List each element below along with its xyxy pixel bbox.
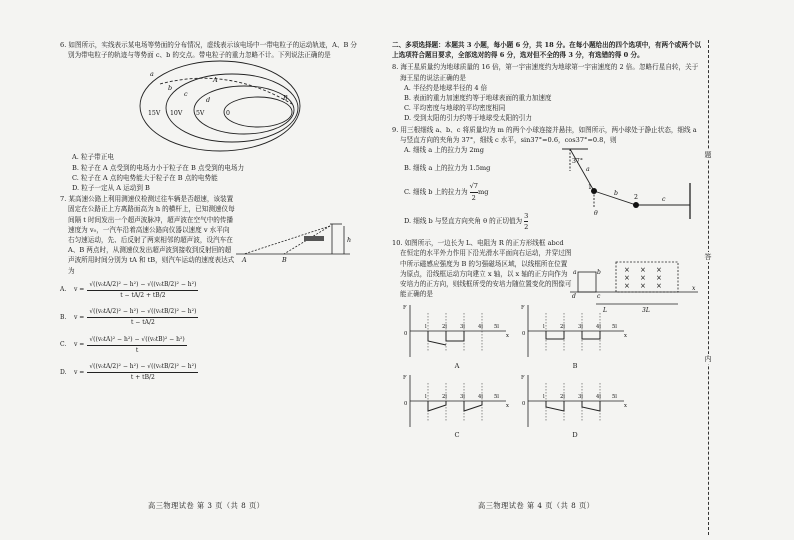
label-d: d — [572, 293, 576, 301]
q6-option-a: A. 粒子带正电 — [72, 153, 114, 162]
q7-option-b: B. v = $\frac{\text{√((v₀tA/2)² − h²) − √((v₀tB/2)² − h²)}}{t - tA/2}$ — [60, 307, 360, 328]
label-a: a — [573, 269, 577, 277]
svg-text:4l: 4l — [596, 324, 601, 331]
svg-text:2l: 2l — [442, 393, 447, 400]
label-theta: θ — [594, 209, 598, 217]
svg-text:F: F — [521, 305, 525, 312]
label-10v: 10V — [170, 110, 183, 118]
svg-text:l: l — [425, 324, 427, 331]
question-6 — [60, 40, 360, 193]
q7a-numerator: √((v₀tA/2)² − h²) − √((v₀tB/2)² − h²) — [87, 280, 198, 291]
graph-C-curve — [428, 401, 482, 411]
graph-D-plot — [520, 371, 630, 431]
equipotential-10v — [166, 74, 298, 142]
svg-text:x: x — [506, 402, 509, 409]
label-b: b — [614, 189, 618, 197]
svg-text:x: x — [624, 333, 627, 340]
graph-C-plot — [402, 371, 512, 431]
label-A: A — [242, 256, 247, 265]
graph-D-label: D — [572, 431, 578, 440]
left-column — [60, 40, 360, 384]
q7c-numerator: √((v₀tA)² − h²) − √((v₀tB)² − h²) — [87, 335, 186, 346]
q7d-numerator: √((v₀tA/2)² − h²) − √((v₀tB/2)² − h²) — [87, 362, 198, 373]
label-15v: 15V — [148, 110, 161, 118]
graph-A-label: A — [454, 361, 460, 370]
square-frame — [578, 272, 596, 292]
q8-option-a: A. 半径约是地球半径的 4 倍 — [404, 83, 488, 92]
equipotential-0v — [224, 97, 292, 127]
q9-stem: 9. 用三根细线 a、b、c 将质量均为 m 的两个小球连接并悬挂，如图所示，两小球处于静止状态，细线 a 与竖直方向的夹角为 37°，细线 c 水平，sin37°=0.6，cos37°=0.8，则 — [392, 125, 697, 144]
graph-D — [520, 371, 630, 440]
label-h: h — [347, 236, 352, 245]
q6-equipotential-figure — [60, 60, 360, 152]
car — [304, 236, 324, 241]
q6-option-b: B. 粒子在 A 点受到的电场力小于粒子在 B 点受到的电场力 — [72, 163, 245, 172]
graph-C-label: C — [454, 431, 460, 440]
label-B: B — [282, 256, 287, 265]
particle-trajectory — [160, 79, 292, 105]
q10-stem: 10. 如图所示，一边长为 L、电阻为 R 的正方形线框 abcd 在恒定的水平外力作用下沿光滑水平面向右运动，并穿过图中所示磁感应强度为 B 的匀强磁场区域，以线框所在位置为原点，沿线框运动方向建立 x 轴，以 x 轴的正方向作为安培力的正方向，则线框所受的安培力随位置变化的图像可能正确的是 — [392, 239, 572, 299]
graph-C — [402, 371, 512, 440]
svg-text:l: l — [543, 393, 545, 400]
svg-text:x: x — [624, 402, 627, 409]
label-c: c — [662, 195, 666, 203]
q7-speed-camera-figure — [232, 218, 360, 280]
svg-text:×: × — [656, 274, 662, 283]
q9-option-d: D. 细线 b 与竖直方向夹角 θ 的正切值为 3 2 — [404, 211, 529, 232]
label-A: A — [213, 76, 218, 85]
q7c-denominator: t — [135, 346, 139, 354]
graph-D-curve — [546, 401, 600, 411]
svg-text:0: 0 — [404, 400, 408, 407]
svg-text:3l: 3l — [460, 324, 465, 331]
graph-A-plot — [402, 301, 512, 361]
q10-graph-grid — [402, 301, 704, 440]
svg-text:F: F — [403, 374, 407, 381]
q8-option-b: B. 表面的重力加速度约等于地球表面的重力加速度 — [404, 94, 552, 103]
label-5v: 5V — [196, 110, 205, 118]
q6-option-d: D. 粒子一定从 A 运动到 B — [72, 184, 150, 193]
svg-text:4l: 4l — [596, 393, 601, 400]
label-a: a — [586, 165, 590, 173]
ball-2 — [633, 202, 639, 208]
label-d: d — [206, 96, 211, 105]
svg-text:2l: 2l — [442, 324, 447, 331]
svg-text:0: 0 — [522, 331, 526, 338]
q7d-denominator: t + tB/2 — [130, 374, 155, 382]
q7b-denominator: t − tA/2 — [130, 319, 155, 327]
label-0v: 0 — [226, 110, 230, 118]
q8-option-d: D. 受到太阳的引力约等于地球受太阳的引力 — [404, 114, 532, 123]
q7-options — [60, 280, 360, 384]
svg-text:4l: 4l — [478, 393, 483, 400]
q7-option-c: C. v = $\frac{\text{√((v₀tA)² − h²) − √((v₀tB)² − h²)}}{t}$ — [60, 335, 360, 356]
q7b-numerator: √((v₀tA/2)² − h²) − √((v₀tB/2)² − h²) — [87, 307, 198, 318]
label-a: a — [150, 70, 154, 79]
svg-text:5l: 5l — [494, 324, 499, 331]
question-9 — [392, 125, 704, 233]
label-B: B — [283, 94, 288, 103]
binding-labels — [700, 150, 716, 456]
label-x: x — [692, 285, 696, 293]
graph-B-curve — [546, 331, 600, 339]
question-10 — [392, 238, 704, 440]
right-column — [392, 40, 704, 441]
label-3L: 3L — [642, 307, 650, 315]
field-crosses — [624, 266, 662, 290]
q9-options — [392, 145, 542, 232]
svg-text:3l: 3l — [578, 393, 583, 400]
q7-option-d: D. v = $\frac{\text{√((v₀tA/2)² − h²) − √((v₀tB/2)² − h²)}}{t + tB/2}$ — [60, 362, 360, 383]
svg-text:4l: 4l — [478, 324, 483, 331]
label-b: b — [597, 269, 601, 277]
svg-text:×: × — [656, 266, 662, 275]
svg-text:3l: 3l — [460, 393, 465, 400]
svg-text:×: × — [640, 282, 646, 291]
svg-text:×: × — [656, 282, 662, 291]
svg-text:×: × — [624, 274, 630, 283]
svg-text:2l: 2l — [560, 324, 565, 331]
footer-left: 高三物理试卷 第 3 页（共 8 页） — [148, 501, 265, 510]
footer-right: 高三物理试卷 第 4 页（共 8 页） — [478, 501, 595, 510]
svg-text:×: × — [624, 266, 630, 275]
svg-text:F: F — [521, 374, 525, 381]
q6-stem: 6. 如图所示，实线表示某电场等势面的分布情况，虚线表示该电场中一带电粒子的运动轨迹，A、B 分别为带电粒子的轨迹与等势面 c、b 的交点。带电粒子的重力忽略不计。下列说法正确的是 — [60, 41, 358, 60]
q9-option-c: C. 细线 b 上的拉力为 √7 2 mg — [404, 182, 489, 202]
svg-text:0: 0 — [404, 331, 408, 338]
svg-text:F: F — [403, 305, 407, 312]
binding-label-1: 题 — [700, 150, 716, 160]
svg-text:5l: 5l — [612, 393, 617, 400]
q7-stem: 7. 某高速公路上利用测速仪检测过往车辆是否超速，该装置固定在公路正上方离路面高为 h 的横杆上，已知测速仪每间隔 t 时间发出一个超声波脉冲，超声波在空气中的传播速度为 v₀，一汽车沿着高速公路向仪器以速度 v 水平向右匀速运动，先、后反射了两束相邻的超声波，设汽车在 A、B 两点时，从测速仪发出超声波到接收到反射回的超声波所用时间分别为 tA 和 tB，则汽车运动的速度表达式为 — [60, 195, 235, 275]
equipotential-5v — [194, 86, 294, 134]
q9-option-b: B. 细线 a 上的拉力为 1.5mg — [404, 164, 491, 173]
q10-magnetic-field-figure — [568, 252, 700, 316]
svg-text:l: l — [425, 393, 427, 400]
q8-option-c: C. 平均密度与地球的平均密度相同 — [404, 104, 506, 113]
label-L: L — [603, 307, 607, 315]
svg-text:x: x — [506, 333, 509, 340]
section-heading: 二、多项选择题：本题共 3 小题，每小题 6 分，共 18 分。在每小题给出的四个选项中，有两个或两个以上选项符合题目要求，全部选对的得 6 分，选对但不全的得 3 分，有选错的得 0 分。 — [392, 41, 702, 60]
svg-text:×: × — [624, 282, 630, 291]
svg-text:2l: 2l — [560, 393, 565, 400]
svg-text:0: 0 — [522, 400, 526, 407]
q8-stem: 8. 海王星质量约为地球质量的 16 倍，第一宇宙速度约为地球第一宇宙速度的 2 倍。忽略行星自转，关于海王星的说法正确的是 — [392, 63, 699, 82]
binding-label-3: 内 — [700, 354, 716, 364]
svg-text:5l: 5l — [612, 324, 617, 331]
q7a-denominator: t − tA/2 + tB/2 — [120, 292, 166, 300]
svg-text:×: × — [640, 266, 646, 275]
label-2: 2 — [634, 193, 638, 201]
graph-A — [402, 301, 512, 370]
label-1: 1 — [588, 183, 592, 191]
svg-text:5l: 5l — [494, 393, 499, 400]
label-37: 37° — [572, 157, 583, 165]
label-c: c — [184, 90, 188, 99]
binding-label-2: 答 — [700, 252, 716, 262]
label-b: b — [168, 84, 173, 93]
svg-text:3l: 3l — [578, 324, 583, 331]
q6-option-c: C. 粒子在 A 点的电势能大于粒子在 B 点的电势能 — [72, 173, 218, 182]
q9-hanging-balls-figure — [548, 143, 698, 225]
question-8 — [392, 62, 704, 123]
graph-B-label: B — [572, 361, 578, 370]
q9-option-a: A. 细线 a 上的拉力为 2mg — [404, 146, 484, 155]
svg-text:l: l — [543, 324, 545, 331]
question-7 — [60, 194, 360, 383]
svg-text:×: × — [640, 274, 646, 283]
q7-option-a: A. v = $\frac{\text{√((v₀tA/2)² − h²) − √((v₀tB/2)² − h²)}}{t - tA/2 + tB/2}$ — [60, 280, 360, 301]
label-c: c — [597, 293, 601, 301]
